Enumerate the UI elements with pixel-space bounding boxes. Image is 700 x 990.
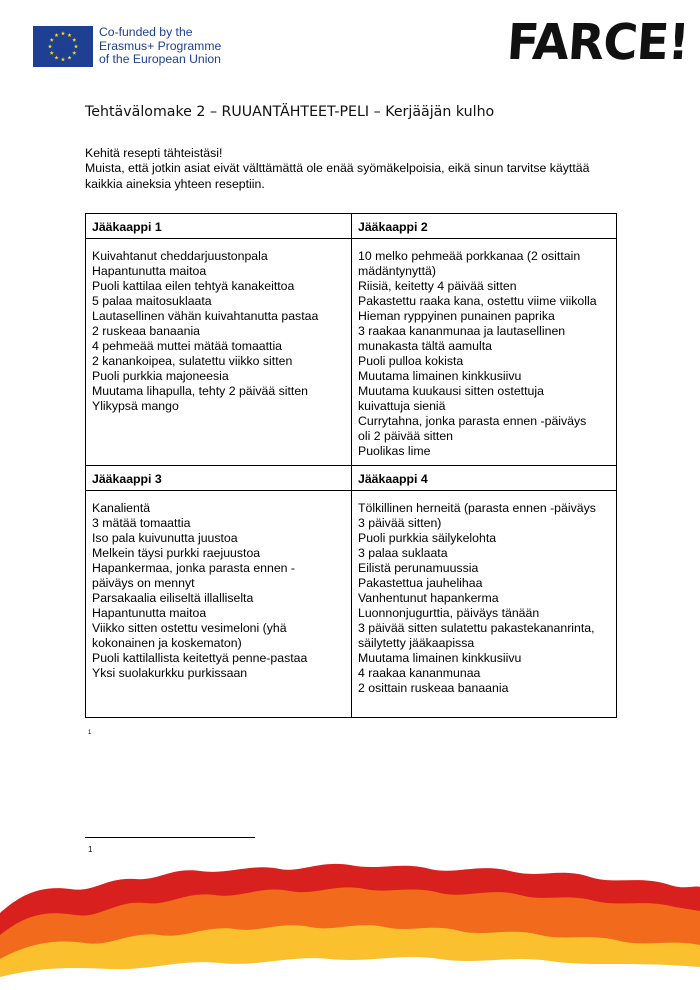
list-item: Melkein täysi purkki raejuustoa	[92, 546, 261, 560]
footnote-reference: 1	[88, 730, 92, 736]
fridge-4-items	[352, 491, 617, 718]
fridge-2-heading: Jääkaappi 2	[352, 214, 617, 239]
list-item: munakasta tältä aamulta	[358, 339, 492, 353]
list-item: 2 ruskeaa banaania	[92, 324, 201, 338]
eu-star-icon	[67, 33, 71, 37]
eu-star-icon	[67, 56, 71, 60]
eu-star-icon	[54, 33, 58, 37]
list-item: Pakastettua jauhelihaa	[358, 576, 483, 590]
flames-icon	[0, 855, 700, 990]
eu-star-icon	[54, 56, 58, 60]
fridge-items-row	[86, 491, 617, 718]
eu-logo-line-3: of the European Union	[99, 52, 221, 67]
list-item: Riisiä, keitetty 4 päivää sitten	[358, 279, 517, 293]
fridge-header-row	[86, 214, 617, 239]
farce-logo: FARCE!	[505, 13, 691, 72]
footnote-number: 1	[88, 845, 93, 854]
list-item: Hapantunutta maitoa	[92, 606, 207, 620]
list-item: Hapankermaa, jonka parasta ennen -	[92, 561, 296, 575]
list-item: Luonnonjugurttia, päiväys tänään	[358, 606, 540, 620]
list-item: Muutama limainen kinkkusiivu	[358, 369, 522, 383]
eu-star-icon	[61, 31, 65, 35]
list-item: Lautasellinen vähän kuivahtanutta pastaa	[92, 309, 319, 323]
list-item: 3 raakaa kananmunaa ja lautasellinen	[358, 324, 566, 338]
list-item: kokonainen ja koskematon)	[92, 636, 242, 650]
list-item: oli 2 päivää sitten	[358, 429, 454, 443]
list-item: Hapantunutta maitoa	[92, 264, 207, 278]
fridge-4-heading: Jääkaappi 4	[352, 466, 617, 491]
list-item: 5 palaa maitosuklaata	[92, 294, 212, 308]
list-item: 2 kanankoipea, sulatettu viikko sitten	[92, 354, 293, 368]
document-title: Tehtävälomake 2 – RUUANTÄHTEET-PELI – Kerjääjän kulho	[85, 104, 495, 120]
eu-logo-line-1: Co-funded by the	[99, 25, 193, 39]
eu-star-icon	[72, 51, 76, 55]
eu-flag-icon	[33, 26, 93, 67]
list-item: Puoli pulloa kokista	[358, 354, 464, 368]
list-item: Eilistä perunamuussia	[358, 561, 479, 575]
list-item: Puolikas lime	[358, 444, 431, 458]
fridge-header-row	[86, 466, 617, 491]
list-item: 3 päivää sitten)	[358, 516, 442, 530]
list-item: 4 raakaa kananmunaa	[358, 666, 481, 680]
list-item: 3 päivää sitten sulatettu pakastekananrinta,	[358, 621, 595, 635]
list-item: Yksi suolakurkku purkissaan	[92, 666, 248, 680]
list-item: Muutama limainen kinkkusiivu	[358, 651, 522, 665]
fridge-items-row	[86, 239, 617, 466]
eu-star-icon	[61, 57, 65, 61]
fridge-2-items	[352, 239, 617, 466]
list-item: Puoli purkkia majoneesia	[92, 369, 229, 383]
eu-star-icon	[50, 38, 54, 42]
list-item: Currytahna, jonka parasta ennen -päiväys	[358, 414, 587, 428]
list-item: 3 mätää tomaattia	[92, 516, 191, 530]
list-item: 3 palaa suklaata	[358, 546, 448, 560]
eu-logo-text	[99, 26, 279, 67]
list-item: Muutama lihapulla, tehty 2 päivää sitten	[92, 384, 309, 398]
fridge-3-items	[86, 491, 352, 718]
fridge-1-items	[86, 239, 352, 466]
list-item: säilytetty jääkaapissa	[358, 636, 475, 650]
fridge-1-heading: Jääkaappi 1	[86, 214, 352, 239]
list-item: päiväys on mennyt	[92, 576, 195, 590]
list-item: Iso pala kuivunutta juustoa	[92, 531, 238, 545]
list-item: Parsakaalia eiliseltä illalliselta	[92, 591, 254, 605]
list-item: Viikko sitten ostettu vesimeloni (yhä	[92, 621, 287, 635]
list-item: Kanalientä	[92, 501, 151, 515]
intro-line-3: kaikkia aineksia yhteen reseptiin.	[85, 176, 265, 191]
intro-text	[85, 146, 625, 192]
fridge-table	[85, 213, 617, 718]
list-item: Kuivahtanut cheddarjuustonpala	[92, 249, 268, 263]
list-item: kuivattuja sieniä	[358, 399, 446, 413]
list-item: 10 melko pehmeää porkkanaa (2 osittain	[358, 249, 581, 263]
list-item: Hieman ryppyinen punainen paprika	[358, 309, 555, 323]
eu-star-icon	[48, 44, 52, 48]
list-item: Vanhentunut hapankerma	[358, 591, 499, 605]
list-item: Ylikypsä mango	[92, 399, 179, 413]
fridge-3-heading: Jääkaappi 3	[86, 466, 352, 491]
list-item: Tölkillinen herneitä (parasta ennen -päiväys	[358, 501, 596, 515]
footnote-divider	[85, 837, 255, 838]
list-item: 4 pehmeää muttei mätää tomaattia	[92, 339, 283, 353]
eu-star-icon	[72, 38, 76, 42]
intro-line-2: Muista, että jotkin asiat eivät välttämättä ole enää syömäkelpoisia, eikä sinun tarvitse käyttää	[85, 161, 590, 176]
list-item: Muutama kuukausi sitten ostettuja	[358, 384, 544, 398]
list-item: Pakastettu raaka kana, ostettu viime viikolla	[358, 294, 597, 308]
list-item: Puoli purkkia säilykelohta	[358, 531, 497, 545]
eu-star-icon	[50, 51, 54, 55]
list-item: Puoli kattilallista keitettyä penne-pastaa	[92, 651, 308, 665]
eu-star-icon	[74, 44, 78, 48]
intro-line-1: Kehitä resepti tähteistäsi!	[85, 146, 223, 160]
eu-logo-line-2: Erasmus+ Programme	[99, 38, 222, 53]
list-item: 2 osittain ruskeaa banaania	[358, 681, 509, 695]
list-item: Puoli kattilaa eilen tehtyä kanakeittoa	[92, 279, 295, 293]
list-item: mädäntynyttä)	[358, 264, 436, 278]
